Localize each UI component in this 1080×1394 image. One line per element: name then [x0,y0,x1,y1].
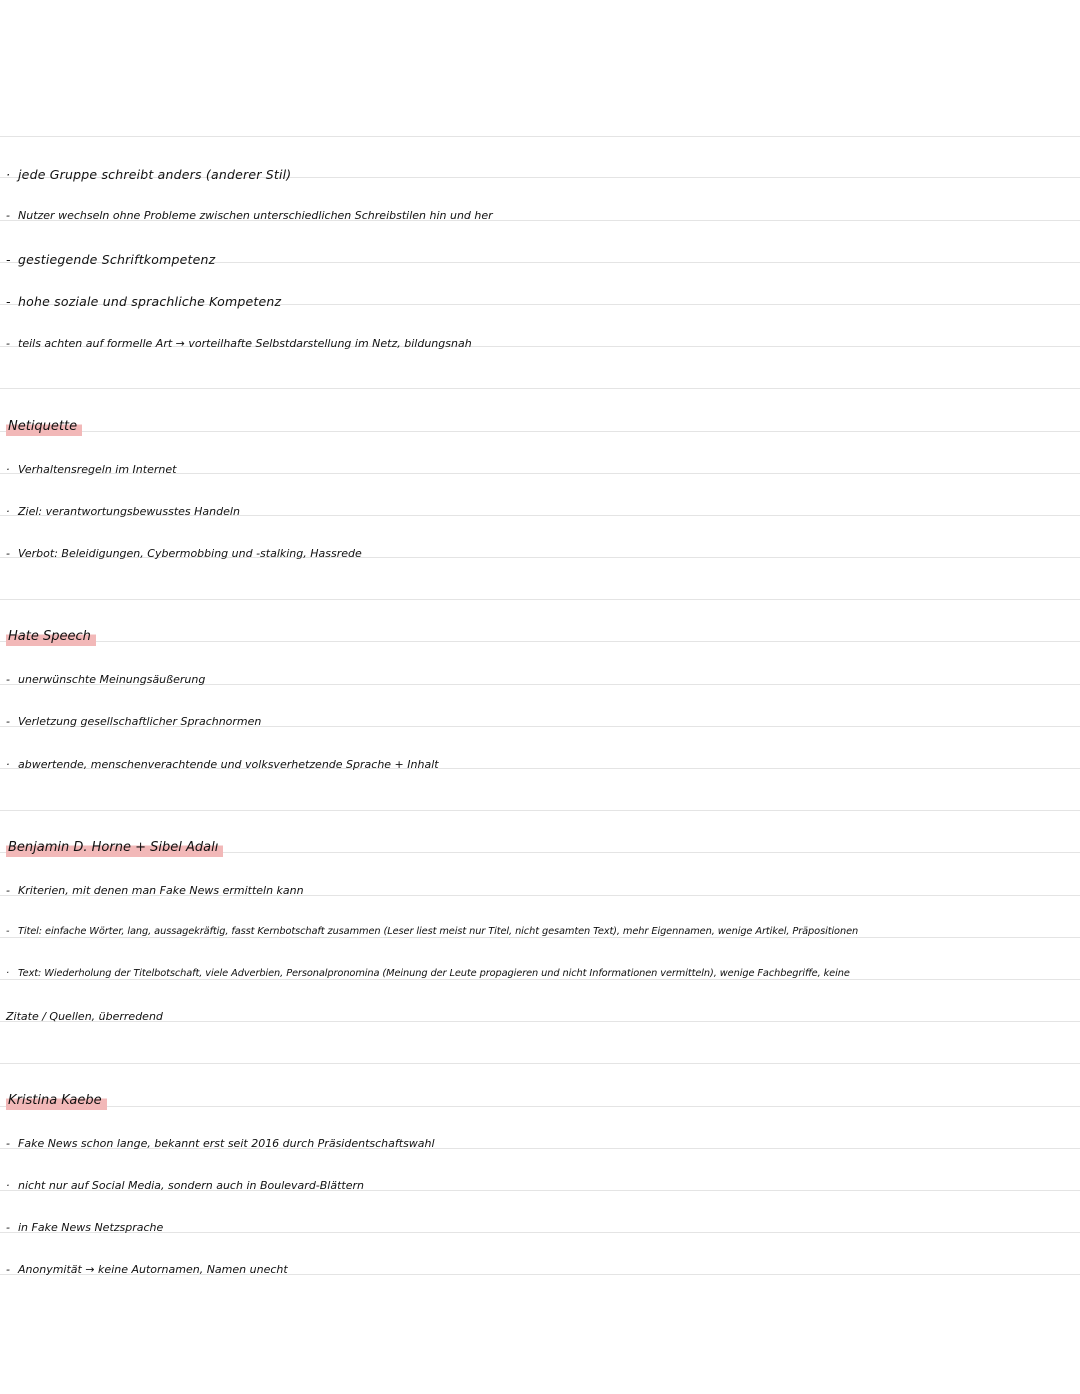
rule-line [0,979,1080,980]
list-item: - gestiegende Schriftkompetenz [6,252,216,267]
list-item-text: unerwünschte Meinungsäußerung [18,673,206,686]
list-item: · abwertende, menschenverachtende und volksverhetzende Sprache + Inhalt [6,758,439,771]
list-item: · Text: Wiederholung der Titelbotschaft, viele Adverbien, Personalpronomina (Meinung der Leute propagieren und nicht Informationen vermitteln), wenige Fachbegriffe, keine [6,968,850,979]
list-item-continuation: Zitate / Quellen, überredend [6,1010,163,1023]
rule-line [0,599,1080,600]
section-heading: Netiquette [6,418,82,436]
list-item-text: Ziel: verantwortungsbewusstes Handeln [18,505,240,518]
section-heading: Kristina Kaebe [6,1092,107,1110]
rule-line [0,431,1080,432]
list-item: - Verbot: Beleidigungen, Cybermobbing und -stalking, Hassrede [6,547,362,560]
list-item-text: nicht nur auf Social Media, sondern auch in Boulevard-Blättern [18,1179,364,1192]
rule-line [0,641,1080,642]
list-item: - unerwünschte Meinungsäußerung [6,673,206,686]
list-item: - in Fake News Netzsprache [6,1221,164,1234]
list-item: · Ziel: verantwortungsbewusstes Handeln [6,505,240,518]
section-heading: Hate Speech [6,628,96,646]
list-item: · nicht nur auf Social Media, sondern auch in Boulevard-Blättern [6,1179,364,1192]
list-item-text: Kriterien, mit denen man Fake News ermitteln kann [18,884,304,897]
list-item-text: abwertende, menschenverachtende und volksverhetzende Sprache + Inhalt [18,758,439,771]
rule-line [0,810,1080,811]
list-item: - Nutzer wechseln ohne Probleme zwischen unterschiedlichen Schreibstilen hin und her [6,209,493,222]
list-item-text: Fake News schon lange, bekannt erst seit 2016 durch Präsidentschaftswahl [18,1137,435,1150]
list-item: - Titel: einfache Wörter, lang, aussagekräftig, fasst Kernbotschaft zusammen (Leser liest meist nur Titel, nicht gesamten Text), mehr Eigennamen, wenige Artikel, Präpositionen [6,926,859,937]
list-item-text: Anonymität → keine Autornamen, Namen unecht [18,1263,288,1276]
rule-line [0,388,1080,389]
list-item-text: hohe soziale und sprachliche Kompetenz [18,294,282,309]
list-item-text: Nutzer wechseln ohne Probleme zwischen unterschiedlichen Schreibstilen hin und her [18,209,493,222]
list-item-text: Verletzung gesellschaftlicher Sprachnormen [18,715,262,728]
list-item-text: jede Gruppe schreibt anders (anderer Stil) [18,167,292,182]
list-item-text: Verbot: Beleidigungen, Cybermobbing und -stalking, Hassrede [18,547,362,560]
list-item-text: Titel: einfache Wörter, lang, aussagekräftig, fasst Kernbotschaft zusammen (Leser liest meist nur Titel, nicht gesamten Text), mehr Eigennamen, wenige Artikel, Präpositionen [18,926,859,937]
list-item-text: Verhaltensregeln im Internet [18,463,177,476]
rule-line [0,937,1080,938]
list-item: - Kriterien, mit denen man Fake News ermitteln kann [6,884,304,897]
rule-line [0,136,1080,137]
section-heading: Benjamin D. Horne + Sibel Adalı [6,839,223,857]
rule-line [0,1063,1080,1064]
list-item: - Fake News schon lange, bekannt erst seit 2016 durch Präsidentschaftswahl [6,1137,435,1150]
list-item: · Verhaltensregeln im Internet [6,463,177,476]
list-item: - teils achten auf formelle Art → vorteilhafte Selbstdarstellung im Netz, bildungsnah [6,337,472,350]
list-item: - Verletzung gesellschaftlicher Sprachnormen [6,715,262,728]
list-item-text: gestiegende Schriftkompetenz [18,252,216,267]
list-item: - Anonymität → keine Autornamen, Namen unecht [6,1263,288,1276]
list-item-text: teils achten auf formelle Art → vorteilhafte Selbstdarstellung im Netz, bildungsnah [18,337,472,350]
list-item-text: in Fake News Netzsprache [18,1221,164,1234]
list-item: - hohe soziale und sprachliche Kompetenz [6,294,282,309]
rule-line [0,1106,1080,1107]
list-item: · jede Gruppe schreibt anders (anderer Stil) [6,167,292,182]
list-item-text: Text: Wiederholung der Titelbotschaft, viele Adverbien, Personalpronomina (Meinung der Leute propagieren und nicht Informationen vermitteln), wenige Fachbegriffe, keine [18,968,850,979]
